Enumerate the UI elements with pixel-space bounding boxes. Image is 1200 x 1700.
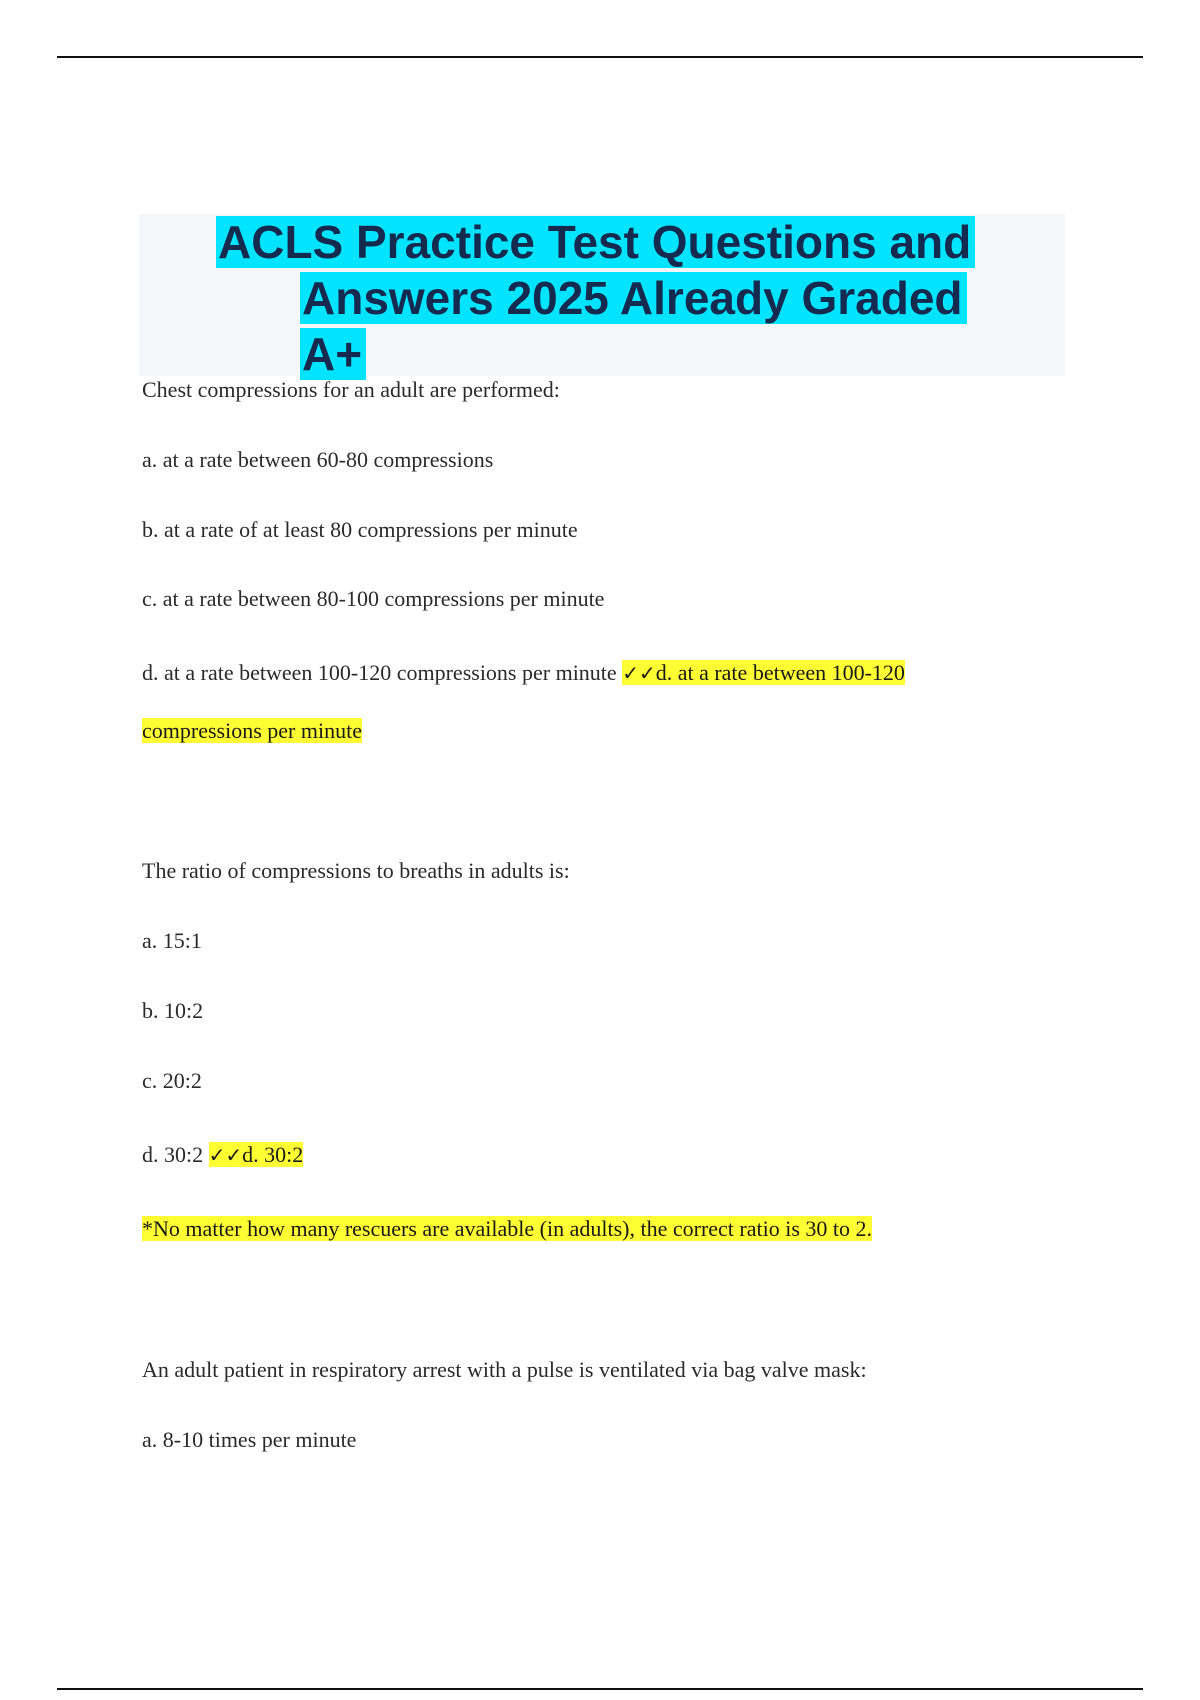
- top-rule: [57, 56, 1143, 58]
- question-1-option-b: b. at a rate of at least 80 compressions per minute: [142, 517, 578, 542]
- document-title-line-2: Answers 2025 Already Graded: [300, 270, 967, 326]
- question-2-prompt: The ratio of compressions to breaths in adults is:: [142, 858, 570, 883]
- question-1-answer-line-2: [142, 717, 362, 745]
- question-2-option-b: b. 10:2: [142, 998, 204, 1023]
- bottom-rule: [57, 1688, 1143, 1690]
- question-2-option-d: d. 30:2: [142, 1142, 204, 1167]
- question-2-option-a: a. 15:1: [142, 928, 202, 953]
- document-title-line-3: A+: [300, 326, 366, 382]
- question-1-option-a: a. at a rate between 60-80 compressions: [142, 447, 494, 472]
- question-1-option-d: d. at a rate between 100-120 compressions per minute: [142, 660, 617, 685]
- question-2-note-line: [142, 1215, 872, 1243]
- question-2-option-c: c. 20:2: [142, 1068, 202, 1093]
- question-1-option-c: c. at a rate between 80-100 compressions per minute: [142, 586, 605, 611]
- question-1-answer-text: d. at a rate between 100-120: [655, 660, 905, 685]
- question-1-answer-highlight: [622, 660, 905, 685]
- question-2-answer-text: d. 30:2: [242, 1142, 304, 1167]
- question-3-prompt: An adult patient in respiratory arrest with a pulse is ventilated via bag valve mask:: [142, 1357, 867, 1382]
- question-2-note: *No matter how many rescuers are available (in adults), the correct ratio is 30 to 2.: [142, 1216, 873, 1241]
- check-mark-icon: ✓✓: [622, 661, 656, 685]
- question-1-prompt: Chest compressions for an adult are performed:: [142, 377, 560, 402]
- question-1-option-d-line: [142, 659, 905, 687]
- document-title-line-1: ACLS Practice Test Questions and: [216, 214, 975, 270]
- check-mark-icon: ✓✓: [208, 1143, 243, 1167]
- question-3-option-a: a. 8-10 times per minute: [142, 1427, 357, 1452]
- question-2-option-d-line: [142, 1141, 303, 1169]
- question-2-answer-highlight: [209, 1142, 304, 1167]
- question-1-answer-text-2: compressions per minute: [142, 718, 362, 743]
